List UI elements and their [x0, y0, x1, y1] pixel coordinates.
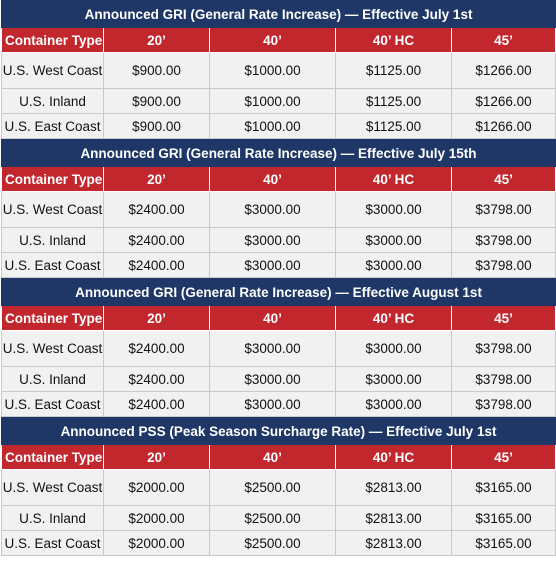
row-label: U.S. Inland	[2, 228, 104, 253]
rate-40ft: $1000.00	[210, 89, 336, 114]
table-row-west-coast	[2, 470, 556, 506]
rate-40ft-hc: $1125.00	[336, 89, 452, 114]
rate-20ft: $900.00	[104, 53, 210, 89]
rate-45ft: $1266.00	[452, 53, 556, 89]
table-row-east-coast	[2, 253, 556, 278]
rate-40ft: $1000.00	[210, 53, 336, 89]
rate-45ft: $3798.00	[452, 192, 556, 228]
section-title-row	[2, 418, 556, 445]
header-20ft: 20’	[104, 306, 210, 331]
column-header-row	[2, 28, 556, 53]
rate-table	[1, 0, 556, 139]
rate-45ft: $3798.00	[452, 253, 556, 278]
rate-40ft-hc: $2813.00	[336, 470, 452, 506]
section-title: Announced GRI (General Rate Increase) — Effective July 1st	[2, 1, 556, 28]
section-title: Announced PSS (Peak Season Surcharge Rate) — Effective July 1st	[2, 418, 556, 445]
header-40ft-hc: 40’ HC	[336, 306, 452, 331]
row-label: U.S. East Coast	[2, 114, 104, 139]
row-label: U.S. East Coast	[2, 253, 104, 278]
rate-40ft: $3000.00	[210, 392, 336, 417]
header-40ft: 40’	[210, 28, 336, 53]
rate-tables	[1, 0, 555, 556]
rate-45ft: $3798.00	[452, 367, 556, 392]
section-title: Announced GRI (General Rate Increase) — Effective August 1st	[2, 279, 556, 306]
rate-40ft: $2500.00	[210, 531, 336, 556]
header-40ft-hc: 40’ HC	[336, 445, 452, 470]
header-40ft-hc: 40’ HC	[336, 167, 452, 192]
rate-section	[1, 139, 555, 278]
rate-40ft: $3000.00	[210, 228, 336, 253]
header-20ft: 20’	[104, 28, 210, 53]
section-title: Announced GRI (General Rate Increase) — Effective July 15th	[2, 140, 556, 167]
column-header-row	[2, 167, 556, 192]
rate-20ft: $2000.00	[104, 506, 210, 531]
rate-45ft: $1266.00	[452, 89, 556, 114]
rate-table	[1, 417, 556, 556]
header-45ft: 45’	[452, 306, 556, 331]
row-label: U.S. West Coast	[2, 192, 104, 228]
rate-20ft: $2400.00	[104, 192, 210, 228]
rate-20ft: $2400.00	[104, 253, 210, 278]
header-40ft: 40’	[210, 445, 336, 470]
table-row-west-coast	[2, 331, 556, 367]
header-20ft: 20’	[104, 445, 210, 470]
section-title-row	[2, 1, 556, 28]
section-title-row	[2, 140, 556, 167]
rate-20ft: $2000.00	[104, 470, 210, 506]
header-40ft: 40’	[210, 167, 336, 192]
rate-40ft-hc: $2813.00	[336, 506, 452, 531]
table-row-east-coast	[2, 392, 556, 417]
table-row-inland	[2, 367, 556, 392]
table-row-east-coast	[2, 531, 556, 556]
table-row-west-coast	[2, 53, 556, 89]
header-40ft: 40’	[210, 306, 336, 331]
rate-40ft-hc: $2813.00	[336, 531, 452, 556]
rate-45ft: $3165.00	[452, 470, 556, 506]
rate-40ft: $3000.00	[210, 253, 336, 278]
rate-table	[1, 278, 556, 417]
rate-40ft: $3000.00	[210, 192, 336, 228]
rate-45ft: $3798.00	[452, 392, 556, 417]
row-label: U.S. West Coast	[2, 331, 104, 367]
row-label: U.S. West Coast	[2, 53, 104, 89]
section-title-row	[2, 279, 556, 306]
row-label: U.S. East Coast	[2, 392, 104, 417]
row-label: U.S. Inland	[2, 506, 104, 531]
rate-20ft: $900.00	[104, 114, 210, 139]
rate-40ft-hc: $3000.00	[336, 367, 452, 392]
rate-40ft: $2500.00	[210, 506, 336, 531]
rate-40ft-hc: $3000.00	[336, 253, 452, 278]
rate-20ft: $2400.00	[104, 392, 210, 417]
rate-20ft: $2400.00	[104, 228, 210, 253]
column-header-row	[2, 445, 556, 470]
rate-40ft: $3000.00	[210, 331, 336, 367]
header-20ft: 20’	[104, 167, 210, 192]
header-container-type: Container Type	[2, 28, 104, 53]
header-40ft-hc: 40’ HC	[336, 28, 452, 53]
rate-20ft: $900.00	[104, 89, 210, 114]
rate-40ft: $2500.00	[210, 470, 336, 506]
column-header-row	[2, 306, 556, 331]
row-label: U.S. Inland	[2, 89, 104, 114]
header-container-type: Container Type	[2, 445, 104, 470]
rate-40ft-hc: $1125.00	[336, 53, 452, 89]
rate-20ft: $2400.00	[104, 367, 210, 392]
rate-section	[1, 417, 555, 556]
rate-40ft: $3000.00	[210, 367, 336, 392]
rate-20ft: $2400.00	[104, 331, 210, 367]
rate-45ft: $3165.00	[452, 506, 556, 531]
table-row-inland	[2, 89, 556, 114]
table-row-inland	[2, 506, 556, 531]
row-label: U.S. East Coast	[2, 531, 104, 556]
header-container-type: Container Type	[2, 167, 104, 192]
header-45ft: 45’	[452, 445, 556, 470]
rate-40ft-hc: $3000.00	[336, 192, 452, 228]
header-45ft: 45’	[452, 167, 556, 192]
table-row-east-coast	[2, 114, 556, 139]
table-row-inland	[2, 228, 556, 253]
rate-45ft: $3798.00	[452, 228, 556, 253]
rate-section	[1, 278, 555, 417]
row-label: U.S. Inland	[2, 367, 104, 392]
rate-45ft: $3165.00	[452, 531, 556, 556]
rate-table	[1, 139, 556, 278]
rate-40ft: $1000.00	[210, 114, 336, 139]
table-row-west-coast	[2, 192, 556, 228]
rate-40ft-hc: $3000.00	[336, 228, 452, 253]
rate-40ft-hc: $3000.00	[336, 392, 452, 417]
rate-40ft-hc: $1125.00	[336, 114, 452, 139]
header-container-type: Container Type	[2, 306, 104, 331]
row-label: U.S. West Coast	[2, 470, 104, 506]
rate-section	[1, 0, 555, 139]
rate-40ft-hc: $3000.00	[336, 331, 452, 367]
rate-20ft: $2000.00	[104, 531, 210, 556]
rate-45ft: $3798.00	[452, 331, 556, 367]
rate-45ft: $1266.00	[452, 114, 556, 139]
header-45ft: 45’	[452, 28, 556, 53]
